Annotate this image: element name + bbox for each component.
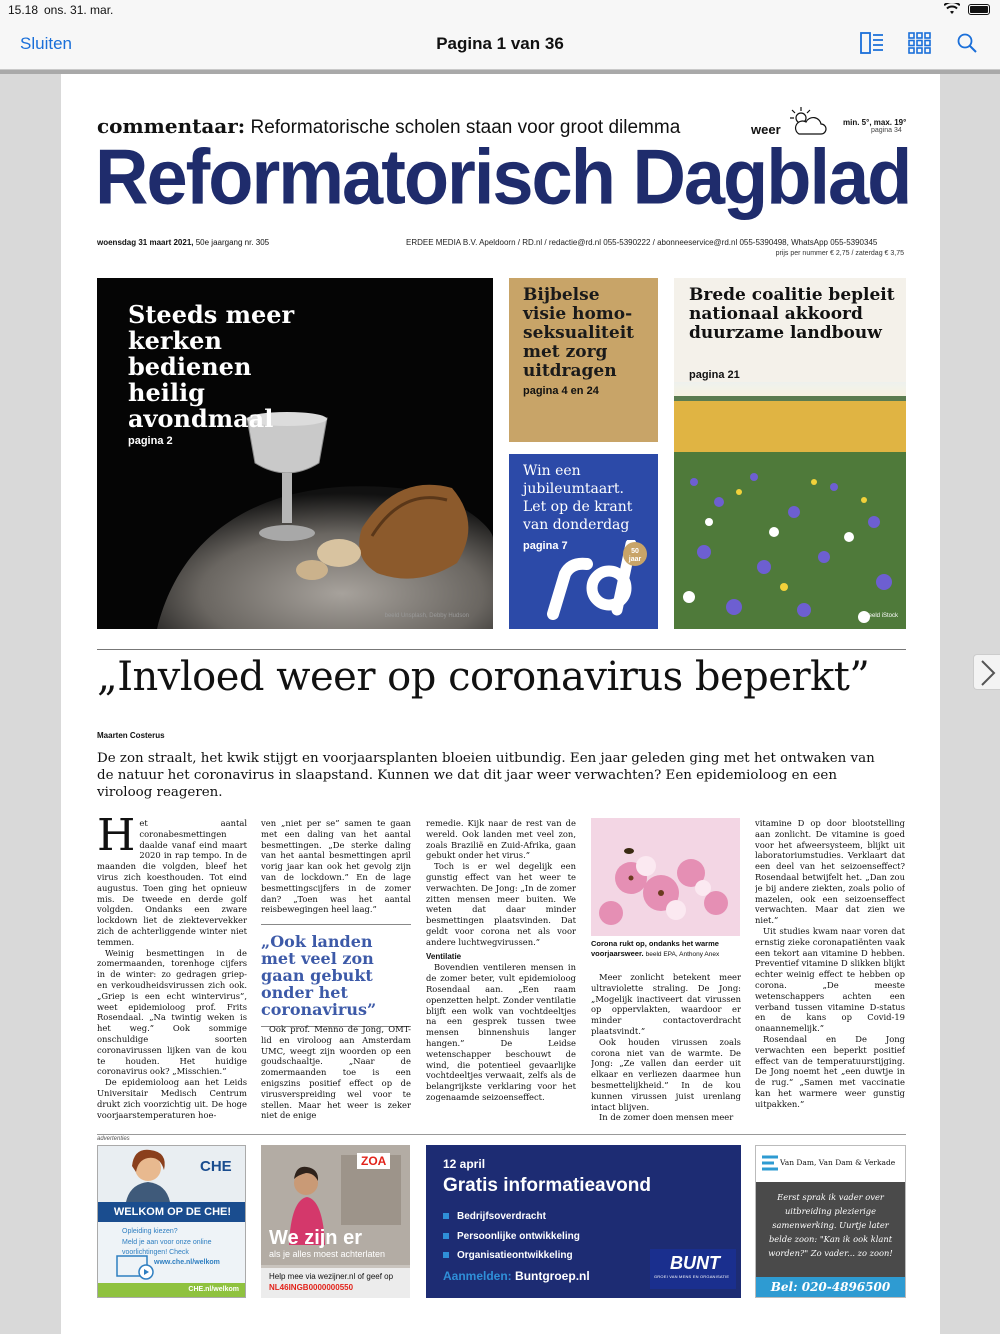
teaser-avondmaal[interactable] xyxy=(97,278,493,629)
ad-vandam[interactable] xyxy=(755,1145,906,1298)
paragraph: Ook houden virussen zoals corona niet van de warmte. De Jong: „Ze vallen dan eerder uit elkaar en verliezen daarmee hun besmettelijkheid.” In de kou kunnen virussen juist urenlang intact blijven. xyxy=(591,1036,741,1112)
paragraph: Uit studies kwam naar voren dat ernstig zieke coronapatiënten vaak een tekort aan vitamine D hebben. Preventief vitamine D slikken blijkt echter weinig effect te hebben op corona. „De meeste wetenschappers achten een verband tussen vitamine D-status en de kans op Covid-19 onaannemelijk.” xyxy=(755,925,905,1034)
article-column-4 xyxy=(591,972,741,1123)
drop-cap: H xyxy=(97,818,136,861)
chevron-right-icon xyxy=(974,655,1000,691)
jubilee-badge: 50 jaar xyxy=(628,548,642,563)
bunt-list xyxy=(443,1207,580,1266)
vandam-brand: Van Dam, Van Dam & Verkade xyxy=(780,1158,896,1167)
ad-zoa[interactable] xyxy=(261,1145,410,1298)
paragraph: Rosendaal en De Jong verwachten een beperkt positief effect van de temperatuurstijging. De Jong noemt het „een duwtje in de rug.” „Samen met vaccinatie kan het warmere weer gunstig uitpakken.” xyxy=(755,1033,905,1109)
che-footer: CHE.nl/welkom xyxy=(98,1283,245,1297)
zoa-logo: ZOA xyxy=(357,1153,390,1169)
battery-icon xyxy=(968,4,990,15)
article-column-2b xyxy=(261,1024,411,1121)
paragraph: remedie. Kijk naar de rest van de wereld. Ook landen met veel zon, zoals Brazilië en Zuid-Afrika, gaan gebukt onder het virus.” xyxy=(426,818,576,861)
vandam-phone[interactable]: Bel: 020-4896500 xyxy=(756,1277,905,1297)
page-layout-icon[interactable] xyxy=(860,32,886,58)
status-bar xyxy=(0,0,1000,22)
bunt-cta-label: Aanmelden: xyxy=(443,1269,512,1283)
flower-field-photo xyxy=(674,382,906,629)
issue-volume: 50e jaargang nr. 305 xyxy=(195,238,270,247)
status-date: ons. 31. mar. xyxy=(44,3,114,17)
che-line2: Meld je aan voor onze online voorlichtingen! Check xyxy=(122,1239,212,1256)
zoa-subtitle: als je alles moest achterlaten xyxy=(269,1249,386,1259)
teaser-title: Win een jubileumtaart. Let op de krant van donderdag xyxy=(523,463,633,533)
bunt-item: Persoonlijke ontwikkeling xyxy=(443,1227,580,1247)
article-intro: De zon straalt, het kwik stijgt en voorjaarsplanten bloeien uitbundig. Een jaar geleden ging met het ontwaken van de natuur het coronavirus in slaapstand. Kunnen we dat dit jaar weer verwachten? Een epidemioloog en een viroloog reageren. xyxy=(97,751,875,800)
screen-play-icon xyxy=(116,1254,156,1280)
article-column-5 xyxy=(755,818,905,1110)
che-logo: CHE xyxy=(200,1158,232,1175)
commentaar-label: commentaar: xyxy=(97,114,246,138)
blossom-photo[interactable] xyxy=(591,818,740,936)
vandam-quote: Eerst sprak ik vader over uitbreiding plezierige samenwerking. Uurtje later belde zoon: "Kan ik ook klant worden?" Zo vader... zo zoon! xyxy=(756,1182,905,1278)
status-time: 15.18 xyxy=(8,3,39,17)
caption-credit: beeld EPA, Anthony Anex xyxy=(645,951,720,958)
teaser-landbouw[interactable] xyxy=(674,278,906,629)
dateline xyxy=(97,238,269,247)
pull-quote: „Ook landen met veel zon gaan gebukt onder het coronavirus” xyxy=(261,924,411,1027)
bunt-item: Organisatieontwikkeling xyxy=(443,1246,580,1266)
paragraph: Ook prof. Menno de Jong, OMT-lid en viroloog aan Amsterdam UMC, weegt zijn woorden op een goudschaaltje. „Naar de zomermaanden toe is een enigszins positief effect op de virusverspreiding wel voor te stellen. Maar het weer is zeker niet de enige xyxy=(261,1024,411,1121)
article-column-3 xyxy=(426,818,576,1103)
paragraph: Toch is er wel degelijk een gunstig effect van het weer te verwachten. De Jong: „In de zomer zitten mensen meer buiten. We weten dat daar minder besmettingen plaatsvinden. Dat geldt voor corona net als voor andere luchtwegvirussen.” xyxy=(426,861,576,947)
status-icons xyxy=(944,3,990,15)
bunt-title: Gratis informatieavond xyxy=(443,1175,651,1196)
teaser-jubileumtaart[interactable] xyxy=(509,454,658,629)
contact-info: ERDEE MEDIA B.V. Apeldoorn / RD.nl / redactie@rd.nl 055-5390222 / abonneeservice@rd.nl 055-5390498, WhatsApp 055-5390345 xyxy=(406,238,878,247)
bunt-site: Buntgroep.nl xyxy=(515,1269,590,1283)
bunt-logo-text: BUNT xyxy=(670,1253,720,1273)
paragraph: et aantal coronabesmettingen daalde vanaf eind maart 2020 in rap tempo. In de maanden die volgden, bleef het virus zich koesthouden. Tot eind augustus. Toen ging het opnieuw mis. De tweede en derde golf volgden. Ondanks een zware lockdown liet de ziektevervekker zich de achterliggende winter niet temmen. xyxy=(97,818,247,947)
zoa-title: We zijn er xyxy=(269,1227,362,1249)
article-headline[interactable]: „Invloed weer op coronavirus beperkt” xyxy=(97,654,870,700)
paragraph: ven „niet per se” samen te gaan met een daling van het aantal besmettingen. „De sterke daling van het aantal besmettingen april vorig jaar kan ook het gevolg zijn van de lockdown.” En de lage besmettingscijfers in de zomer dan? „Toen was het aantal reisbewegingen heel laag.” xyxy=(261,818,411,915)
cherry-blossom-image xyxy=(591,818,740,936)
reader-toolbar xyxy=(0,22,1000,70)
caption-text: Corona rukt op, ondanks het warme voorjaarsweer. xyxy=(591,939,719,958)
weather-temperature: min. 5°, max. 19° xyxy=(843,118,907,127)
price-info: prijs per nummer € 2,75 / zaterdag € 3,75 xyxy=(775,250,904,257)
teaser-page: pagina 7 xyxy=(523,540,568,552)
zoa-help: Help mee via wezijner.nl of geef op xyxy=(269,1272,394,1281)
newspaper-page[interactable] xyxy=(61,74,940,1334)
photo-credit: beeld Unsplash, Debby Hudson xyxy=(384,613,469,619)
masthead: Reformatorisch Dagblad xyxy=(95,133,911,221)
commentaar-text: Reformatorische scholen staan voor groot dilemma xyxy=(250,117,681,138)
paragraph: In de zomer doen mensen meer xyxy=(599,1112,734,1123)
ad-bunt[interactable] xyxy=(426,1145,741,1298)
bunt-item: Bedrijfsoverdracht xyxy=(443,1207,580,1227)
toolbar-tools xyxy=(860,32,982,58)
che-url[interactable]: www.che.nl/welkom xyxy=(154,1259,220,1266)
che-line1: Opleiding kiezen? xyxy=(122,1228,178,1235)
ads-divider xyxy=(97,1134,906,1135)
page-title: Pagina 1 van 36 xyxy=(436,34,564,53)
bunt-tagline: GROEI VAN MENS EN ORGANISATIE xyxy=(654,1274,730,1279)
teaser-page: pagina 21 xyxy=(689,369,740,381)
article-column-1 xyxy=(97,818,247,1120)
teaser-page: pagina 2 xyxy=(128,435,173,447)
bunt-logo xyxy=(650,1249,736,1289)
paragraph: Weinig besmettingen in de zomermaanden, torenhoge cijfers in de winter: zo gedragen griep- en verkoudheidsvirussen zich ook. „Griep is een echt wintervirus”, weet epidemioloog prof. Frits Rosendaal. „Na twintig weken is het weg.” Ook sommige onschuldige soorten coronavirussen lijken van de kou te houden. Het huidige coronavirus ook? „Misschien.” xyxy=(97,947,247,1077)
search-icon[interactable] xyxy=(956,32,982,58)
che-title: WELKOM OP DE CHE! xyxy=(98,1202,246,1222)
zoa-footer xyxy=(261,1268,410,1298)
photo-credit: beeld iStock xyxy=(865,613,898,619)
weather-label: weer xyxy=(751,122,781,137)
ad-che[interactable] xyxy=(97,1145,246,1298)
vandam-logo-icon xyxy=(760,1154,780,1172)
grid-view-icon[interactable] xyxy=(908,32,934,58)
teaser-title: Brede coalitie bepleit nationaal akkoord duurzame landbouw xyxy=(689,285,895,343)
next-page-button[interactable] xyxy=(973,654,1000,690)
zoa-iban: NL46INGB0000000550 xyxy=(269,1283,354,1292)
paragraph: Bovendien ventileren mensen in de zomer beter, vult epidemioloog Rosendaal aan. „Een raam openzetten helpt. Zonder ventilatie blijft een wolk van vochtdeeltjes na een gesprek tussen twee mensen binnenshuis langer hangen.” De Leidse wetenschapper beschouwt de wind, die potentieel gevaarlijke vochtdeeltjes verwaait, zelfs als de belangrijkste verklaring voor het zogenaamde seizoenseffect. xyxy=(426,962,576,1102)
weather-page: pagina 34 xyxy=(871,127,902,134)
ads-label: advertenties xyxy=(97,1136,130,1142)
wifi-icon xyxy=(944,3,960,15)
subheading: Ventilatie xyxy=(426,951,462,961)
teaser-title: Steeds meer kerken bedienen heilig avondmaal xyxy=(128,300,295,433)
photo-caption xyxy=(591,939,741,960)
teaser-page: pagina 4 en 24 xyxy=(523,385,599,397)
close-button[interactable]: Sluiten xyxy=(20,34,72,53)
section-divider xyxy=(97,649,906,650)
teaser-title: Bijbelse visie homo-seksualiteit met zorg uitdragen xyxy=(523,285,635,381)
bunt-date: 12 april xyxy=(443,1157,486,1171)
bunt-cta[interactable] xyxy=(443,1269,590,1283)
paragraph: vitamine D op door blootstelling aan zonlicht. De vitamine is goed voor het afweersysteem, blijkt uit laboratoriumstudies. Verklaart dat een deel van het seizoenseffect? Rosendaal betwijfelt het. „Dan zou je bij andere ziekten, zoals polio of mazelen, ook een seizoenseffect verwachten. Maar dat zien we niet.” xyxy=(755,818,905,926)
article-column-2a xyxy=(261,818,411,918)
article-byline: Maarten Costerus xyxy=(97,731,165,740)
paragraph: De epidemioloog aan het Leids Universitair Medisch Centrum drukt zich voorzichtig uit. De hoge voorjaarstemperaturen hoe- xyxy=(97,1077,247,1120)
paragraph: Meer zonlicht betekent meer ultraviolette straling. De Jong: „Mogelijk inactiveert dat virussen op oppervlakten, waardoor er minder contactoverdracht plaatsvindt.” xyxy=(591,972,741,1036)
issue-date: woensdag 31 maart 2021, xyxy=(97,238,194,247)
teaser-homoseksualiteit[interactable] xyxy=(509,278,658,442)
